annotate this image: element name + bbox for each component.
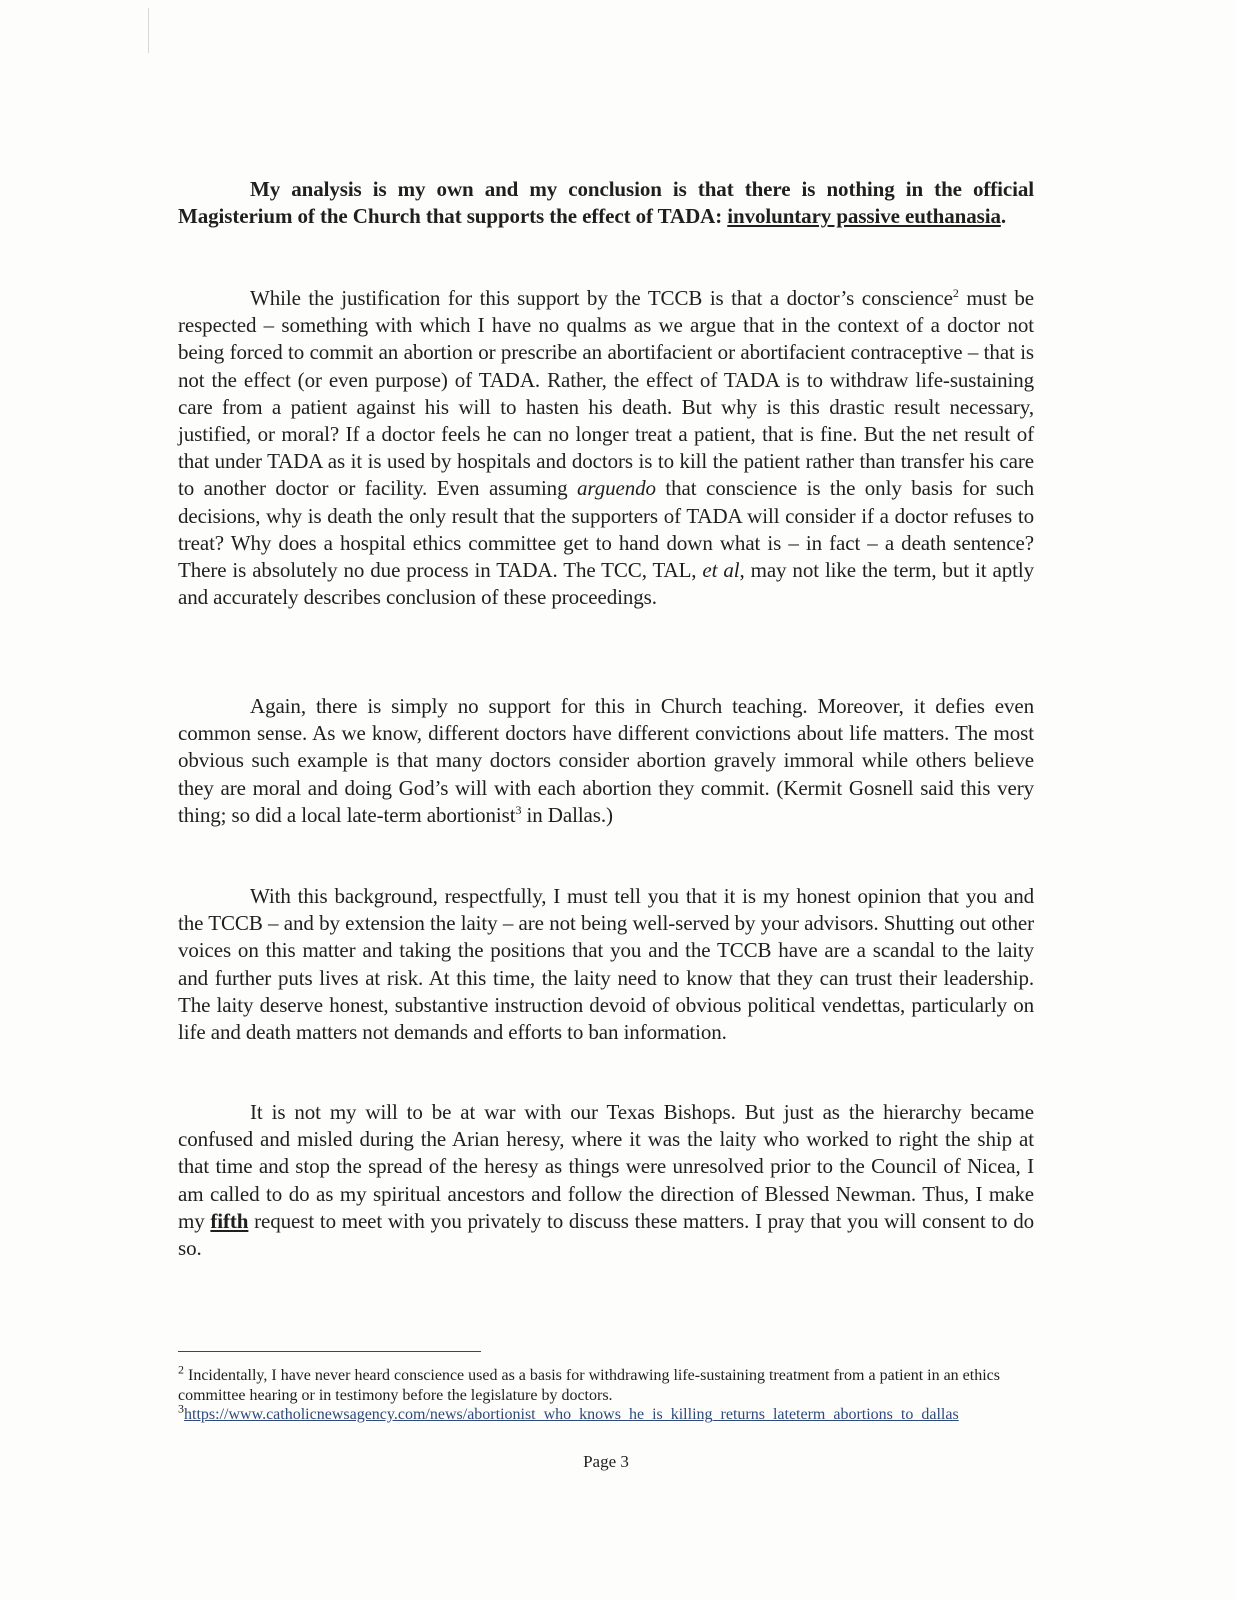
p2-text-1: Again, there is simply no support for this in Church teaching. Moreover, it defies even common sense. As we know, different doctors have different convictions about life matters. The most obvious such example is that many doctors consider abortion gravely immoral while others believe they are moral and doing God’s will with each abortion they commit. (Kermit Gosnell said this very thing; so did a local late-term abortionist [178,694,1034,827]
paragraph-church-teaching [178,693,1034,829]
p3-text: With this background, respectfully, I must tell you that it is my honest opinion that you and the TCCB – and by extension the laity – are not being well-served by your advisors. Shutting out other voices on this matter and taking the positions that you and the TCCB have are a scandal to the laity and further puts lives at risk. At this time, the laity need to know that they can trust their leadership. The laity deserve honest, substantive instruction devoid of obvious political vendettas, particularly on life and death matters not demands and efforts to ban information. [178,884,1034,1045]
footnote-3-link[interactable]: https://www.catholicnewsagency.com/news/abortionist_who_knows_he_is_killing_returns_lateterm_abortions_to_dallas [184,1406,959,1424]
footnote-3-number: 3 [178,1401,184,1416]
p4-emphasis-fifth: fifth [210,1208,249,1233]
page-number: Page 3 [583,1452,629,1471]
footnote-ref-3[interactable]: 3 [515,802,522,817]
p1-text-4: , may not like the term, but it aptly and accurately describes conclusion of these proceedings. [178,558,1034,610]
footnote-2 [178,1362,1034,1405]
p1-text-3: that conscience is the only basis for such decisions, why is death the only result that the supporters of TADA will consider if a doctor refuses to treat? Why does a hospital ethics committee get to hand down what is – in fact – a death sentence? There is absolutely no due process in TADA. The TCC, TAL, [178,476,1034,583]
lead-period: . [1000,204,1006,229]
paragraph-request [178,1099,1034,1262]
p1-italic-arguendo: arguendo [577,476,656,501]
p4-text-1: It is not my will to be at war with our Texas Bishops. But just as the hierarchy became confused and misled during the Arian heresy, where it was the laity who worked to right the ship at that time and stop the spread of the heresy as things were unresolved prior to the Council of Nicea, I am called to do as my spiritual ancestors and follow the direction of Blessed Newman. Thus, I make my [178,1100,1034,1233]
footnote-2-text: Incidentally, I have never heard conscience used as a basis for withdrawing life-sustaining treatment from a patient in an ethics committee hearing or in testimony before the legislature by doctors. [178,1367,1000,1404]
footnote-2-number: 2 [178,1362,184,1377]
p1-text-2: must be respected – something with which I have no qualms as we argue that in the context of a doctor not being forced to commit an abortion or prescribe an abortifacient or abortifacient contraceptive – that is not the effect (or even purpose) of TADA. Rather, the effect of TADA is to withdraw life-sustaining care from a patient against his will to hasten his death. But why is this drastic result necessary, justified, or moral? If a doctor feels he can no longer treat a patient, that is fine. But the net result of that under TADA as it is used by hospitals and doctors is to kill the patient rather than transfer his care to another doctor or facility. Even assuming [178,286,1034,501]
paragraph-advisors [178,883,1034,1046]
footnote-ref-2[interactable]: 2 [952,286,959,300]
p4-text-2: request to meet with you privately to discuss these matters. I pray that you will consent to do so. [178,1208,1034,1261]
footnote-3 [178,1401,1034,1425]
p2-text-2: in Dallas.) [521,802,613,827]
lead-underlined-phrase: involuntary passive euthanasia [727,204,1001,229]
p1-text-1: While the justification for this support by the TCCB is that a doctor’s conscience [250,286,953,310]
paragraph-conscience [178,285,1034,611]
footnotes [178,1362,1034,1425]
lead-text: My analysis is my own and my conclusion is that there is nothing in the official Magisterium of the Church that supports the effect of TADA: [178,177,1034,229]
scan-artifact [148,8,149,53]
footnote-divider [178,1351,481,1352]
p1-italic-et-al: et al [702,558,740,583]
lead-paragraph [178,176,1034,230]
